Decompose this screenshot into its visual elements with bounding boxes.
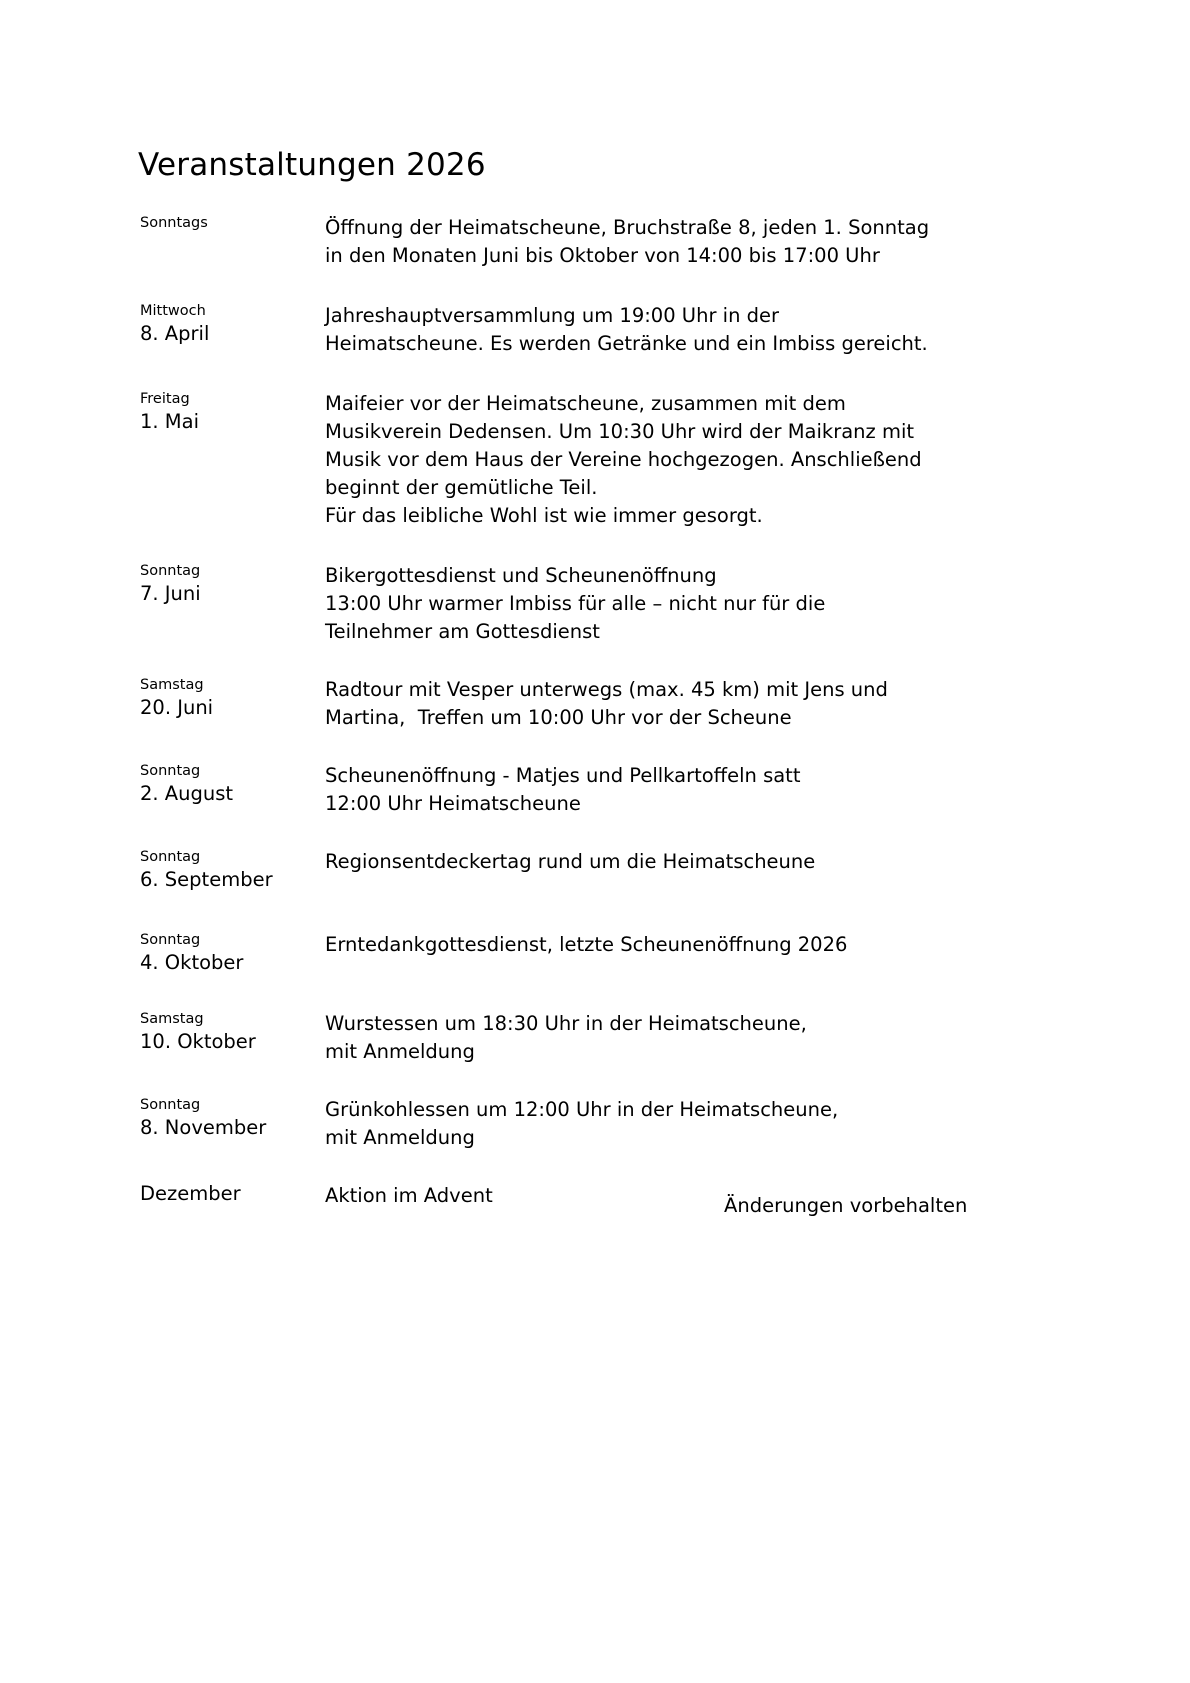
- event-row: [140, 760, 1040, 818]
- event-description-line: in den Monaten Juni bis Oktober von 14:00 bis 17:00 Uhr: [325, 244, 880, 267]
- event-row: [140, 560, 1040, 646]
- event-description: [325, 1008, 1040, 1066]
- event-row: [140, 1008, 1040, 1066]
- event-description-line: Radtour mit Vesper unterwegs (max. 45 km) mit Jens und: [325, 678, 888, 701]
- event-day-month: 7. Juni: [140, 582, 201, 605]
- event-day-month: 20. Juni: [140, 696, 214, 719]
- event-description-line: 12:00 Uhr Heimatscheune: [325, 792, 581, 815]
- event-date: [140, 1180, 325, 1207]
- event-description: [325, 388, 1040, 530]
- event-description-line: Regionsentdeckertag rund um die Heimatscheune: [325, 850, 816, 873]
- page-title: Veranstaltungen 2026: [138, 146, 486, 183]
- event-date: [140, 1008, 325, 1055]
- footnote: Änderungen vorbehalten: [724, 1194, 968, 1217]
- event-day-month: Dezember: [140, 1182, 241, 1205]
- event-description: [325, 300, 1040, 358]
- event-date: [140, 674, 325, 721]
- event-date: [140, 300, 325, 347]
- event-description-line: Martina, Treffen um 10:00 Uhr vor der Scheune: [325, 706, 792, 729]
- event-description-line: mit Anmeldung: [325, 1126, 475, 1149]
- event-description-line: Musik vor dem Haus der Vereine hochgezogen. Anschließend: [325, 448, 922, 471]
- events-list: [140, 212, 1040, 1210]
- event-weekday: Sonntag: [140, 1097, 201, 1113]
- event-date: [140, 1094, 325, 1141]
- event-date: [140, 388, 325, 435]
- event-description-line: Öffnung der Heimatscheune, Bruchstraße 8, jeden 1. Sonntag: [325, 216, 930, 239]
- event-description: [325, 846, 1040, 876]
- event-date: [140, 560, 325, 607]
- event-weekday: Samstag: [140, 677, 204, 693]
- event-description-line: Für das leibliche Wohl ist wie immer gesorgt.: [325, 504, 763, 527]
- event-weekday: Samstag: [140, 1011, 204, 1027]
- event-weekday: Sonntag: [140, 932, 201, 948]
- event-row: [140, 674, 1040, 732]
- event-weekday: Freitag: [140, 391, 190, 407]
- event-row: [140, 929, 1040, 976]
- event-row: [140, 212, 1040, 270]
- event-day-month: 1. Mai: [140, 410, 199, 433]
- event-weekday: Sonntag: [140, 763, 201, 779]
- event-day-month: 6. September: [140, 868, 273, 891]
- event-description-line: Heimatscheune. Es werden Getränke und ein Imbiss gereicht.: [325, 332, 928, 355]
- event-description-line: Jahreshauptversammlung um 19:00 Uhr in der: [325, 304, 780, 327]
- event-day-month: 8. April: [140, 322, 210, 345]
- event-description-line: Erntedankgottesdienst, letzte Scheunenöffnung 2026: [325, 933, 848, 956]
- event-date: [140, 212, 325, 233]
- event-weekday: Mittwoch: [140, 303, 206, 319]
- event-day-month: 2. August: [140, 782, 234, 805]
- event-description-line: mit Anmeldung: [325, 1040, 475, 1063]
- event-weekday: Sonntag: [140, 849, 201, 865]
- event-description: [325, 1094, 1040, 1152]
- event-description: [325, 929, 1040, 959]
- event-description-line: beginnt der gemütliche Teil.: [325, 476, 598, 499]
- event-description: [325, 674, 1040, 732]
- event-weekday: Sonntags: [140, 215, 208, 231]
- event-weekday: Sonntag: [140, 563, 201, 579]
- event-description-line: Wurstessen um 18:30 Uhr in der Heimatscheune,: [325, 1012, 807, 1035]
- event-description: [325, 760, 1040, 818]
- event-description-line: Teilnehmer am Gottesdienst: [325, 620, 600, 643]
- event-row: [140, 846, 1040, 893]
- event-description-line: 13:00 Uhr warmer Imbiss für alle – nicht nur für die: [325, 592, 826, 615]
- event-day-month: 10. Oktober: [140, 1030, 256, 1053]
- event-date: [140, 846, 325, 893]
- event-day-month: 4. Oktober: [140, 951, 244, 974]
- event-description: [325, 212, 1040, 270]
- event-date: [140, 929, 325, 976]
- event-description-line: Grünkohlessen um 12:00 Uhr in der Heimatscheune,: [325, 1098, 839, 1121]
- event-description-line: Scheunenöffnung - Matjes und Pellkartoffeln satt: [325, 764, 801, 787]
- event-description-line: Musikverein Dedensen. Um 10:30 Uhr wird der Maikranz mit: [325, 420, 915, 443]
- event-row: [140, 388, 1040, 530]
- event-description-line: Bikergottesdienst und Scheunenöffnung: [325, 564, 717, 587]
- event-description-line: Aktion im Advent: [325, 1184, 493, 1207]
- event-date: [140, 760, 325, 807]
- event-description-line: Maifeier vor der Heimatscheune, zusammen mit dem: [325, 392, 846, 415]
- event-description: [325, 560, 1040, 646]
- event-row: [140, 1094, 1040, 1152]
- event-row: [140, 300, 1040, 358]
- event-day-month: 8. November: [140, 1116, 267, 1139]
